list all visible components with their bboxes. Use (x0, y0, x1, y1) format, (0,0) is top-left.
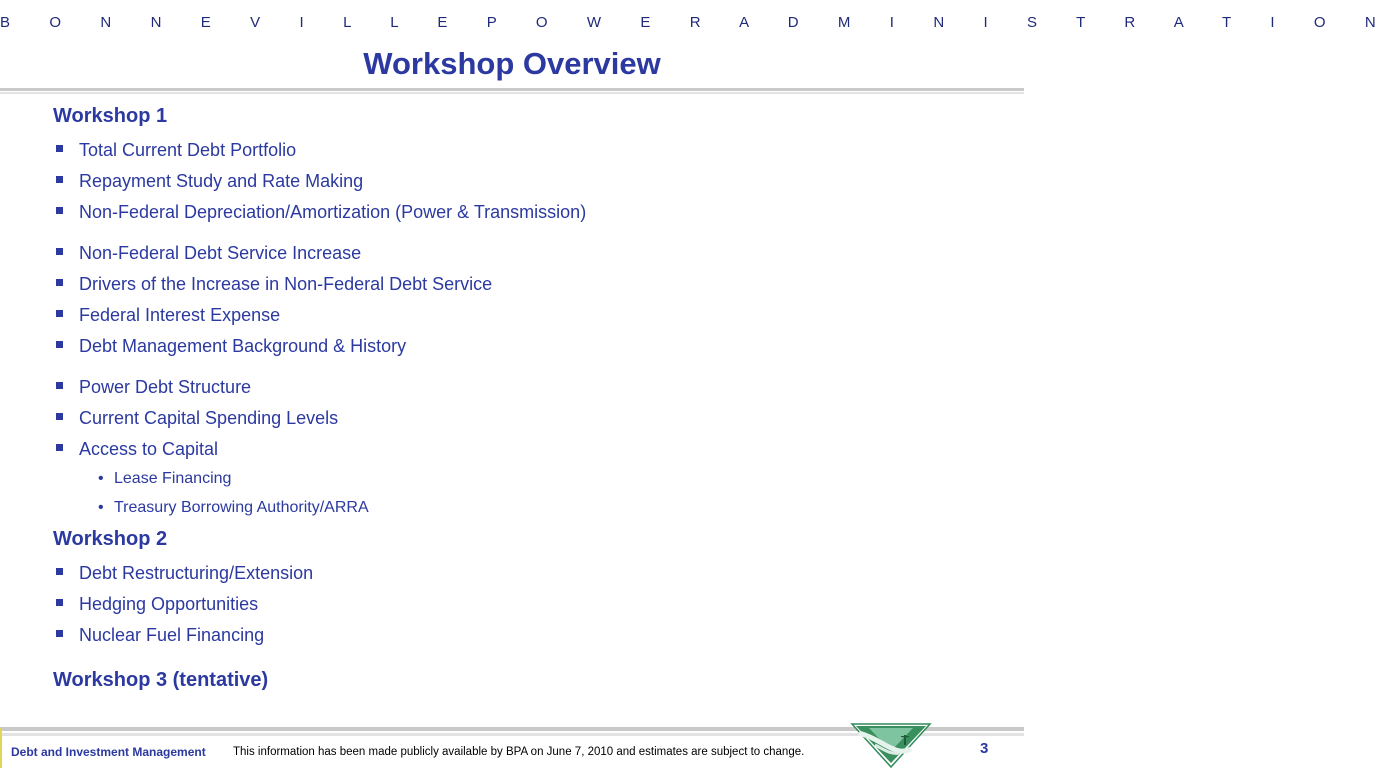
square-bullet-icon (56, 599, 63, 606)
list-item: Current Capital Spending Levels (56, 408, 338, 429)
square-bullet-icon (56, 248, 63, 255)
list-item: Repayment Study and Rate Making (56, 171, 363, 192)
sub-list-item: • Treasury Borrowing Authority/ARRA (98, 499, 369, 516)
organization-name: B O N N E V I L L E P O W E R A D M I N I S T R A T I O N (0, 14, 1393, 31)
list-item: Hedging Opportunities (56, 594, 258, 615)
footer-department: Debt and Investment Management (11, 745, 206, 759)
workshop-1-heading: Workshop 1 (53, 105, 168, 127)
workshop-3-heading: Workshop 3 (tentative) (53, 669, 269, 691)
square-bullet-icon (56, 568, 63, 575)
list-item: Nuclear Fuel Financing (56, 625, 264, 646)
square-bullet-icon (56, 413, 63, 420)
square-bullet-icon (56, 310, 63, 317)
round-bullet-icon: • (98, 499, 104, 516)
page-title: Workshop Overview (363, 46, 661, 81)
square-bullet-icon (56, 279, 63, 286)
square-bullet-icon (56, 176, 63, 183)
round-bullet-icon: • (98, 470, 104, 487)
workshop-2-heading: Workshop 2 (53, 528, 168, 550)
page-number: 3 (980, 740, 989, 757)
square-bullet-icon (56, 444, 63, 451)
bpa-logo-icon (851, 723, 931, 768)
footer-accent-mark (0, 728, 2, 768)
sub-list-item: • Lease Financing (98, 470, 232, 487)
list-item: Federal Interest Expense (56, 305, 280, 326)
list-item: Non-Federal Debt Service Increase (56, 243, 361, 264)
footer-disclaimer: This information has been made publicly available by BPA on June 7, 2010 and estimates are subject to change. (233, 746, 805, 758)
list-item: Non-Federal Depreciation/Amortization (Power & Transmission) (56, 202, 586, 223)
square-bullet-icon (56, 145, 63, 152)
list-item: Power Debt Structure (56, 377, 251, 398)
square-bullet-icon (56, 341, 63, 348)
square-bullet-icon (56, 382, 63, 389)
list-item: Debt Restructuring/Extension (56, 563, 313, 584)
square-bullet-icon (56, 207, 63, 214)
list-item: Drivers of the Increase in Non-Federal Debt Service (56, 274, 492, 295)
list-item: Total Current Debt Portfolio (56, 140, 296, 161)
list-item: Access to Capital (56, 439, 218, 460)
list-item: Debt Management Background & History (56, 336, 406, 357)
square-bullet-icon (56, 630, 63, 637)
